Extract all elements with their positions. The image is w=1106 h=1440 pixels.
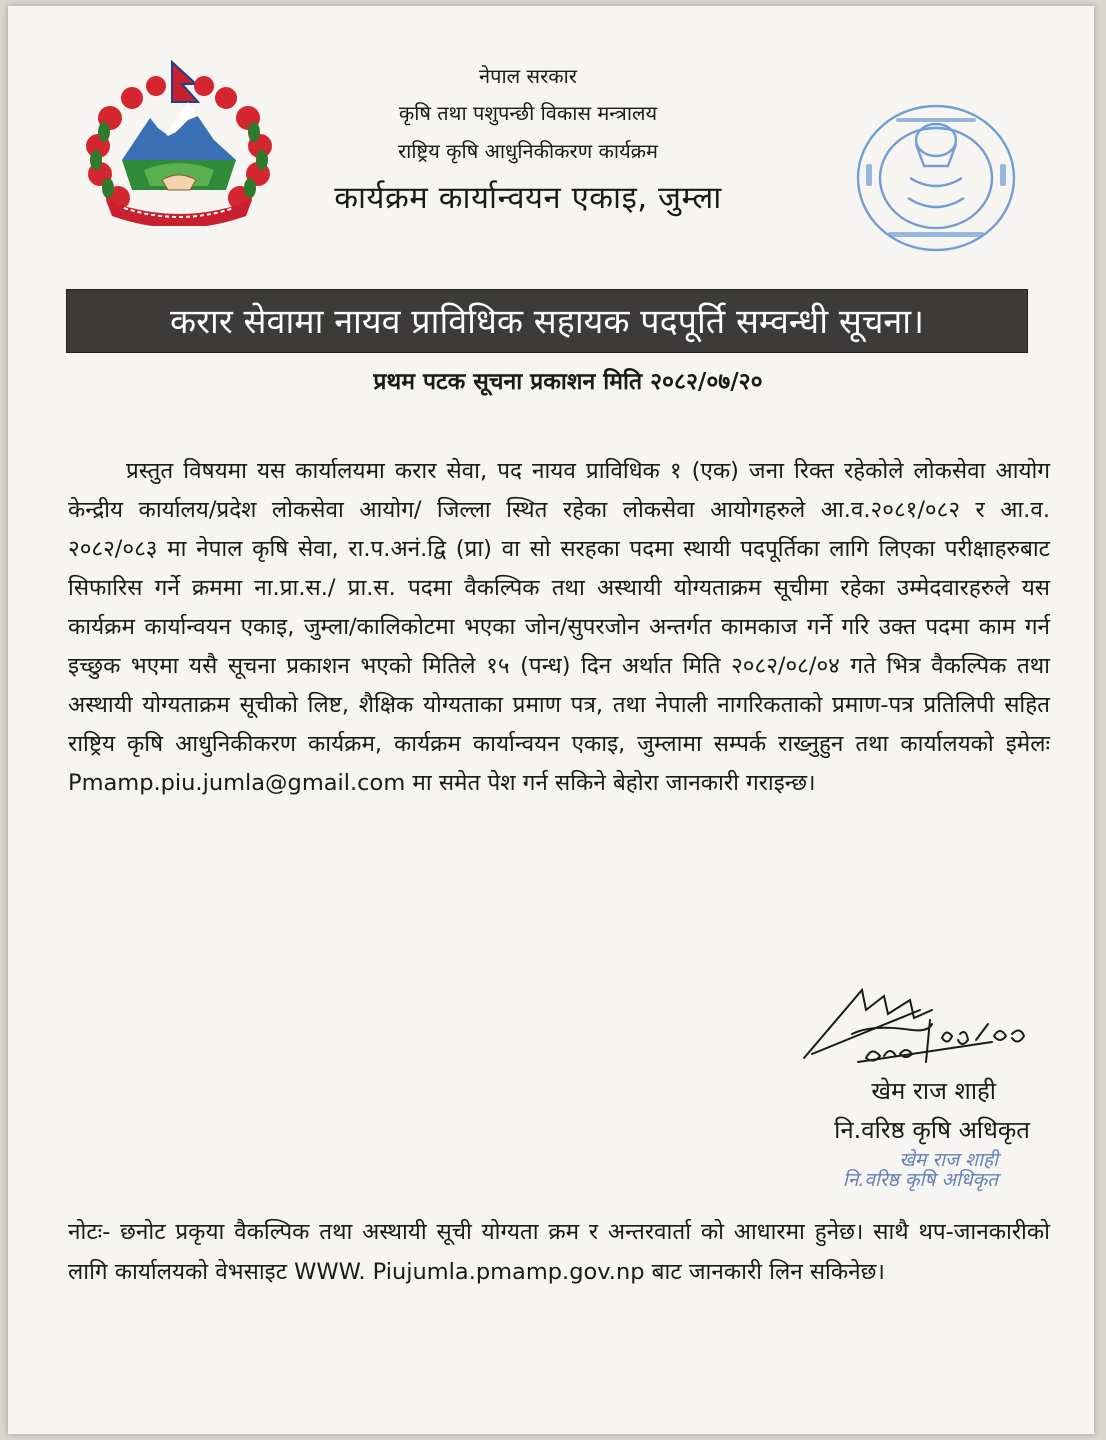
signatory-block (748, 1072, 1038, 1190)
signatory-name: खेम राज शाही (871, 1077, 996, 1105)
publication-date: प्रथम पटक सूचना प्रकाशन मिति २०८२/०७/२० (373, 369, 763, 395)
notice-title: करार सेवामा नायव प्राविधिक सहायक पदपूर्ति सम्वन्धी सूचना। (66, 289, 1028, 353)
office-seal-stamp-icon (848, 94, 1024, 262)
letterhead (268, 58, 788, 222)
ministry-name: कृषि तथा पशुपन्छी विकास मन्त्रालय (398, 101, 658, 125)
signatory-stamp-designation: नि.वरिष्ठ कृषि अधिकृत (842, 1169, 998, 1191)
notice-document (8, 6, 1094, 1434)
notice-body: प्रस्तुत विषयमा यस कार्यालयमा करार सेवा, पद नायव प्राविधिक १ (एक) जना रिक्त रहेकोले लोकसेवा आयोग केन्द्रीय कार्यालय/प्रदेश लोकसेवा आयोग/ जिल्ला स्थित रहेका लोकसेवा आयोगहरुले आ.व.२०८१/०८२ र आ.व. २०८२/०८३ मा नेपाल कृषि सेवा, रा.प.अनं.द्वि (प्रा) वा सो सरहका पदमा स्थायी पदपूर्तिका लागि लिएका परीक्षाहरुबाट सिफारिस गर्ने क्रममा ना.प्रा.स./ प्रा.स. पदमा वैकल्पिक तथा अस्थायी योग्यताक्रम सूचीमा रहेका उम्मेदवारहरुले यस कार्यक्रम कार्यान्वयन एकाइ, जुम्ला/कालिकोटमा भएका जोन/सुपरजोन अन्तर्गत कामकाज गर्ने गरि उक्त पदमा काम गर्न इच्छुक भएमा यसै सूचना प्रकाशन भएको मितिले १५ (पन्ध) दिन अर्थात मिति २०८२/०८/०४ गते भित्र वैकल्पिक तथा अस्थायी योग्यताक्रम सूचीको लिष्ट, शैक्षिक योग्यताका प्रमाण पत्र, तथा नेपाली नागरिकताको प्रमाण-पत्र प्रतिलिपी सहित राष्ट्रिय कृषि आधुनिकीकरण कार्यक्रम, कार्यक्रम कार्यान्वयन एकाइ, जुम्लामा सम्पर्क राख्नुहुन तथा कार्यालयको इमेलः Pmamp.piu.jumla@gmail.com मा समेत पेश गर्न सकिने बेहोरा जानकारी गराइन्छ। (68, 458, 1050, 796)
government-name: नेपाल सरकार (479, 64, 577, 88)
signatory-designation: नि.वरिष्ठ कृषि अधिकृत (834, 1116, 1030, 1144)
office-name: कार्यक्रम कार्यान्वयन एकाइ, जुम्ला (334, 180, 722, 216)
footer-note: नोटः- छनोट प्रकृया वैकल्पिक तथा अस्थायी सूची योग्यता क्रम र अन्तरवार्ता को आधारमा हुनेछ। साथै थप-जानकारीको लागि कार्यालयको वेभसाइट WWW. Piujumla.pmamp.gov.np बाट जानकारी लिन सकिनेछ। (68, 1219, 1050, 1285)
handwritten-signature-icon (792, 984, 1042, 1070)
nepal-government-emblem-icon (76, 58, 282, 226)
signatory-stamp-name: खेम राज शाही (899, 1149, 998, 1171)
program-name: राष्ट्रिय कृषि आधुनिकीकरण कार्यक्रम (397, 139, 658, 163)
